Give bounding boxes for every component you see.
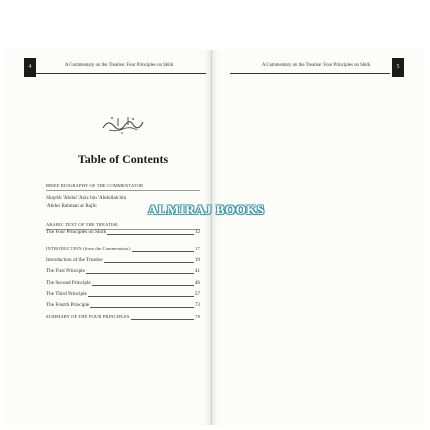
watermark: ALMIRAJ BOOKS bbox=[148, 202, 265, 217]
toc-entry-page: 12 bbox=[194, 229, 200, 235]
toc-entry-page: 17 bbox=[195, 246, 200, 251]
left-page bbox=[6, 50, 212, 425]
toc-entry-label: The First Principle bbox=[46, 268, 85, 274]
right-page bbox=[212, 50, 424, 425]
toc-entry[interactable] bbox=[46, 256, 200, 264]
header-rule-left bbox=[36, 73, 206, 74]
leader-dots bbox=[92, 280, 194, 286]
toc-heading-biography[interactable]: BRIEF BIOGRAPHY OF THE COMMENTATOR bbox=[46, 182, 200, 191]
toc-entry-label: The Second Principle bbox=[46, 280, 91, 286]
leader-dots bbox=[131, 314, 195, 320]
toc-entry-label: SUMMARY OF THE FOUR PRINCIPLES bbox=[46, 314, 130, 319]
toc-entry[interactable] bbox=[46, 301, 200, 309]
running-head-right: A Commentary on the Treatise: Four Principles on Shirk bbox=[262, 63, 371, 68]
toc-entry-label: The Fourth Principle bbox=[46, 302, 90, 308]
toc-entry[interactable] bbox=[46, 313, 200, 321]
toc-entry-label: The Four Principles on Shirk bbox=[46, 229, 107, 235]
toc-entry[interactable] bbox=[46, 279, 200, 287]
leader-dots bbox=[88, 291, 194, 297]
running-head-left: A Commentary on the Treatise: Four Principles on Shirk bbox=[65, 63, 174, 68]
arabic-calligraphy-ornament bbox=[100, 113, 146, 135]
toc-entry-label: The Third Principle bbox=[46, 291, 87, 297]
toc-entry-label: Introduction of the Treatise bbox=[46, 257, 103, 263]
toc-entry-page: 19 bbox=[194, 257, 200, 263]
leader-dots bbox=[86, 268, 194, 274]
toc-entry[interactable] bbox=[46, 290, 200, 298]
header-rule-right bbox=[230, 73, 390, 74]
toc-entry-label: INTRODUCTION (from the Commentator) bbox=[46, 246, 131, 251]
toc-entry-page: 78 bbox=[195, 314, 200, 319]
leader-dots bbox=[107, 229, 194, 235]
leader-dots bbox=[132, 246, 195, 252]
leader-dots bbox=[90, 302, 194, 308]
toc-entry[interactable] bbox=[46, 245, 200, 253]
toc-entry-page: 41 bbox=[194, 268, 200, 274]
toc-entry[interactable] bbox=[46, 228, 200, 236]
toc-heading-arabic-text[interactable]: ARABIC TEXT OF THE TREATISE bbox=[46, 221, 200, 230]
leader-dots bbox=[104, 257, 194, 263]
toc-biography-name-line2[interactable]: 'Abdur Rahman ar Rajhi bbox=[46, 203, 97, 209]
toc-entry-page: 57 bbox=[194, 291, 200, 297]
toc-entry-page: 46 bbox=[194, 280, 200, 286]
toc-title: Table of Contents bbox=[77, 152, 169, 166]
page-number-right: 5 bbox=[392, 58, 404, 77]
toc-entry[interactable] bbox=[46, 267, 200, 275]
toc-entry-page: 73 bbox=[194, 302, 200, 308]
page-number-left: 4 bbox=[24, 58, 36, 77]
toc-biography-name-line1[interactable]: Shaykh 'Abdul 'Aziz bin 'Abdullah bin bbox=[46, 195, 127, 201]
